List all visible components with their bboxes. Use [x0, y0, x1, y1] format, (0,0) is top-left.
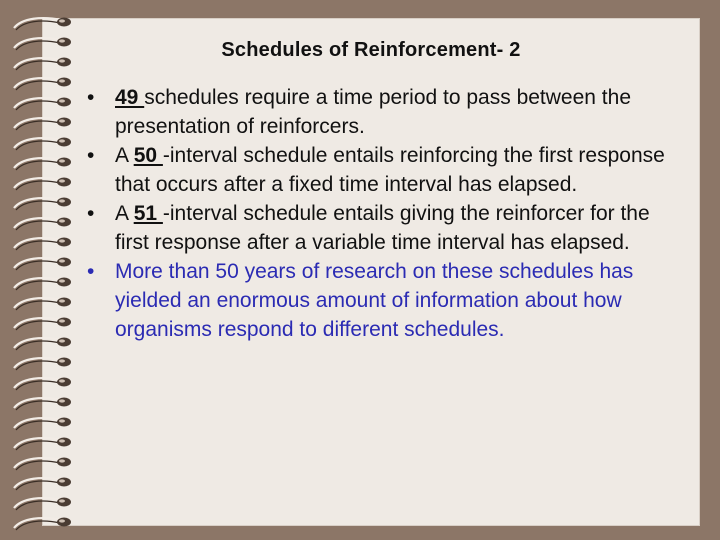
binding-ring — [14, 318, 71, 331]
binding-ring — [14, 478, 71, 491]
bullet-item-2 — [87, 141, 687, 199]
bullet-dot: • — [87, 202, 95, 225]
bullet-text-post: -interval schedule entails giving the reinforcer for the first response after a variable time interval has elapsed. — [115, 202, 650, 254]
slide-title: Schedules of Reinforcement- 2 — [221, 39, 521, 61]
bullet-text-pre: A — [115, 202, 134, 225]
binding-ring — [14, 98, 71, 111]
binding-ring — [14, 18, 71, 31]
binding-ring — [14, 398, 71, 411]
binding-ring — [14, 118, 71, 131]
binding-ring — [14, 338, 71, 351]
binding-ring — [14, 458, 71, 471]
fill-in-blank-51: 51 — [133, 202, 163, 225]
spiral-binding-icon — [0, 0, 80, 540]
fill-in-blank-49: 49 — [115, 86, 145, 109]
bullet-text: More than 50 years of research on these schedules has yielded an enormous amount of information about how organisms respond to different schedules. — [115, 260, 634, 341]
binding-ring — [14, 278, 71, 291]
binding-ring — [14, 158, 71, 171]
binding-ring — [14, 498, 71, 511]
binding-ring — [14, 238, 71, 251]
binding-ring — [14, 178, 71, 191]
binding-ring — [14, 358, 71, 371]
binding-ring — [14, 258, 71, 271]
bullet-item-3 — [87, 199, 687, 257]
bullet-item-4 — [87, 257, 687, 344]
binding-ring — [14, 298, 71, 311]
bullet-text-post: -interval schedule entails reinforcing the first response that occurs after a fixed time interval has elapsed. — [115, 144, 665, 196]
bullet-text-pre: A — [115, 144, 134, 167]
bullet-dot: • — [87, 144, 95, 167]
binding-ring — [14, 218, 71, 231]
binding-ring — [14, 438, 71, 451]
fill-in-blank-50: 50 — [133, 144, 163, 167]
bullet-dot: • — [87, 260, 95, 283]
binding-ring — [14, 198, 71, 211]
bullet-list — [87, 83, 687, 344]
bullet-dot: • — [87, 86, 95, 109]
binding-ring — [14, 38, 71, 51]
slide-page — [42, 18, 700, 526]
bullet-text-post: schedules require a time period to pass between the presentation of reinforcers. — [115, 86, 631, 138]
binding-ring — [14, 518, 71, 531]
binding-ring — [14, 418, 71, 431]
binding-ring — [14, 78, 71, 91]
binding-ring — [14, 58, 71, 71]
bullet-item-1 — [87, 83, 687, 141]
binding-ring — [14, 378, 71, 391]
binding-ring — [14, 138, 71, 151]
